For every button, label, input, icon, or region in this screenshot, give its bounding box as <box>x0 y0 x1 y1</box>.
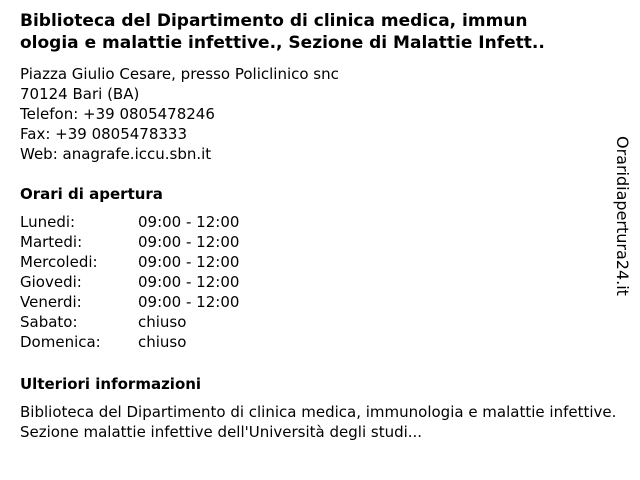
time-value: 09:00 - 12:00 <box>138 293 240 311</box>
day-label: Domenica: <box>20 333 101 351</box>
address-block <box>20 64 339 164</box>
street-address: Piazza Giulio Cesare, presso Policlinico snc <box>20 65 339 83</box>
time-value: 09:00 - 12:00 <box>138 253 240 271</box>
website: Web: anagrafe.iccu.sbn.it <box>20 145 212 163</box>
brand-watermark <box>612 136 632 310</box>
time-value: chiuso <box>138 333 187 351</box>
more-info-heading: Ulteriori informazioni <box>20 375 202 393</box>
day-label: Sabato: <box>20 313 78 331</box>
day-label: Giovedi: <box>20 273 82 291</box>
time-value: 09:00 - 12:00 <box>138 213 240 231</box>
brand-text: Oraridiapertura24.it <box>613 136 632 296</box>
time-value: 09:00 - 12:00 <box>138 273 240 291</box>
more-info-text: Biblioteca del Dipartimento di clinica medica, immunologia e malattie infettive. Sezione malattie infettive dell'Università degli studi... <box>20 403 617 441</box>
day-label: Lunedi: <box>20 213 76 231</box>
day-label: Mercoledi: <box>20 253 98 271</box>
time-value: chiuso <box>138 313 187 331</box>
fax-number: Fax: +39 0805478333 <box>20 125 187 143</box>
city-address: 70124 Bari (BA) <box>20 85 140 103</box>
page-title-line-1: Biblioteca del Dipartimento di clinica medica, immun <box>20 11 528 31</box>
page-title-line-2: ologia e malattie infettive., Sezione di Malattie Infett.. <box>20 33 545 53</box>
day-label: Venerdi: <box>20 293 82 311</box>
opening-hours-heading: Orari di apertura <box>20 185 163 203</box>
phone-number: Telefon: +39 0805478246 <box>20 105 215 123</box>
time-value: 09:00 - 12:00 <box>138 233 240 251</box>
page-title <box>20 10 620 54</box>
day-label: Martedi: <box>20 233 83 251</box>
